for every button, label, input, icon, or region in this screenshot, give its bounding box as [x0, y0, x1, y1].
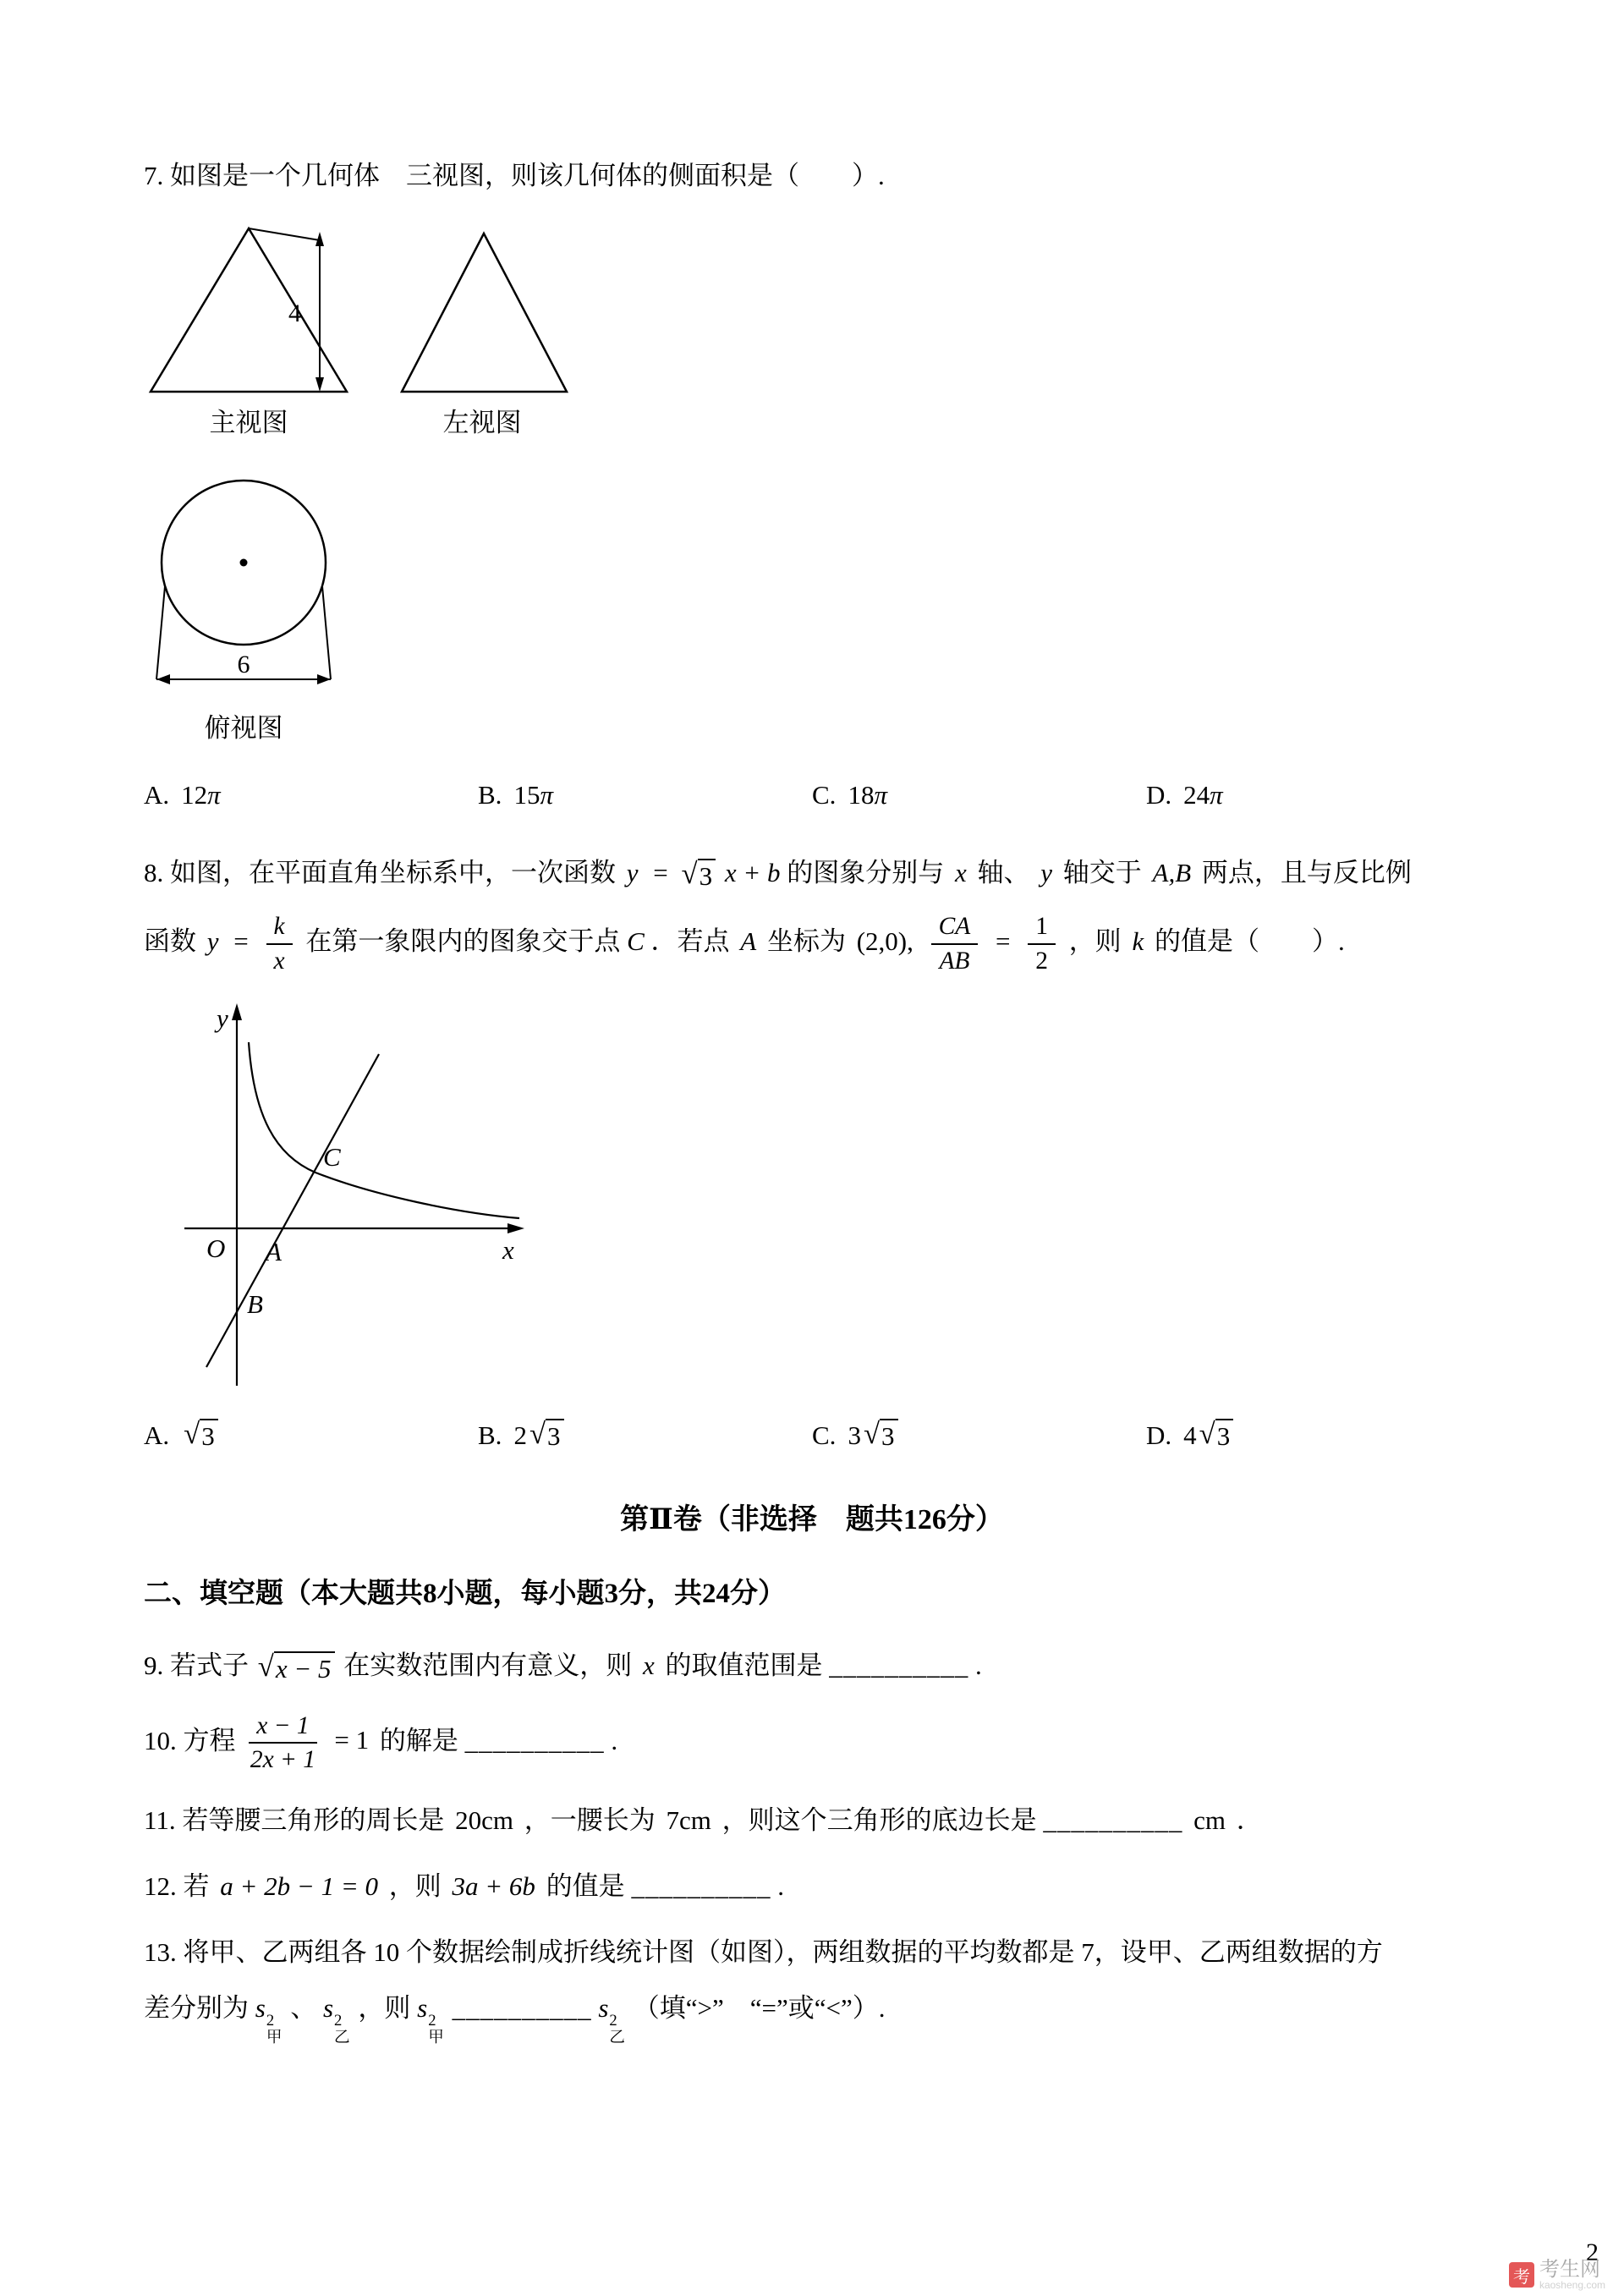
stem-text: （填“>” “=”或“<”）.: [633, 1993, 886, 2024]
page-number: 2: [1586, 2238, 1599, 2266]
math-k: k: [1132, 926, 1144, 956]
answer-blank: __________: [631, 1871, 771, 1902]
q8-options: [144, 1415, 1480, 1456]
pi-symbol: π: [1210, 780, 1223, 810]
stem-text: 轴交于: [1062, 858, 1142, 888]
subscript-yi: 乙: [609, 2028, 625, 2046]
math-points-ab: A,B: [1152, 858, 1192, 888]
radicand: 3: [200, 1419, 218, 1452]
sqrt-expression: [529, 1419, 564, 1452]
watermark-text: [1539, 2259, 1605, 2291]
label-y: y: [217, 1002, 228, 1033]
q7-topview-svg: [149, 468, 352, 751]
hyperbola-curve: [249, 1042, 519, 1218]
equals-one: = 1: [334, 1725, 370, 1755]
math-y: y: [206, 926, 219, 956]
variance-yi: [598, 1993, 627, 2046]
stem-text: 差分别为: [144, 1993, 249, 2024]
stem-text: ．若点: [650, 926, 730, 956]
radical-sign: √: [529, 1417, 546, 1451]
stem-text: 12. 若: [144, 1871, 210, 1902]
q7-views-svg: [144, 218, 617, 442]
variance-jia: [417, 1993, 446, 2046]
stem-text: ，则: [358, 1993, 411, 2024]
subscript-jia: 甲: [266, 2028, 283, 2046]
answer-blank: __________: [452, 1993, 592, 2024]
stem-text: 的图象分别与: [787, 858, 945, 888]
stem-text: ，则: [1068, 926, 1122, 956]
stem-text: 的值是: [546, 1871, 625, 1902]
stem-text: .: [611, 1725, 618, 1755]
s-symbol: s: [255, 1993, 266, 2024]
y-axis-arrowhead: [232, 1003, 242, 1020]
stem-text: ，则这个三角形的底边长是: [721, 1805, 1037, 1836]
option-number: 15: [513, 780, 540, 810]
s-symbol: s: [417, 1993, 428, 2024]
stem-text: 11. 若等腰三角形的周长是: [144, 1805, 445, 1836]
math-equation: a + 2b − 1 = 0: [220, 1871, 379, 1902]
math-y: y: [626, 858, 639, 888]
stem-text: 在实数范围内有意义，则: [343, 1650, 633, 1680]
q8-figure-graph: [178, 998, 1480, 1392]
sqrt-expression: [184, 1419, 218, 1452]
option-number: 18: [848, 780, 875, 810]
watermark-logo-icon: 考: [1509, 2262, 1534, 2288]
subscript-yi: 乙: [334, 2028, 350, 2046]
math-xb: x + b: [724, 858, 781, 888]
pi-symbol: π: [540, 780, 553, 810]
math-x-axis: x: [955, 858, 967, 888]
sup-sub: [609, 2013, 625, 2046]
diameter-dim-label: 6: [237, 651, 250, 679]
radicand: x − 5: [274, 1651, 335, 1684]
fraction-denominator: x: [273, 947, 285, 975]
question-8: [144, 853, 1480, 1456]
question-9: [144, 1645, 1480, 1686]
question-7: [144, 156, 1480, 816]
math-y-axis: y: [1040, 858, 1053, 888]
stem-text: 轴、: [977, 858, 1030, 888]
equals-sign: =: [233, 926, 249, 956]
fraction-numerator: 1: [1028, 912, 1056, 945]
stem-text: .: [777, 1871, 784, 1902]
superscript-2: 2: [428, 2012, 436, 2030]
sqrt-expression: [682, 859, 716, 892]
stem-text: 的解是: [379, 1725, 458, 1755]
option-label: A.: [144, 780, 170, 810]
fraction-numerator: x − 1: [249, 1711, 316, 1744]
option-label: B.: [478, 780, 502, 810]
option-number: 12: [181, 780, 208, 810]
answer-blank: __________: [464, 1725, 605, 1755]
stem-text: 8. 如图，在平面直角坐标系中，一次函数: [144, 858, 616, 888]
superscript-2: 2: [266, 2012, 275, 2030]
q7-figure-topview: [149, 468, 1480, 751]
fraction-denominator: AB: [939, 947, 970, 975]
fraction-one-half: [1028, 912, 1056, 976]
option-label: A.: [144, 1420, 170, 1450]
label-point-b: B: [247, 1288, 263, 1319]
fraction-numerator: k: [266, 912, 293, 945]
part2-title: 第Ⅱ卷（非选择 题共126分）: [620, 1503, 1004, 1535]
radical-sign: √: [184, 1417, 200, 1451]
front-view-triangle: [151, 228, 347, 392]
stem-text: ，一腰长为: [524, 1805, 656, 1836]
q8-option-b: [478, 1415, 812, 1456]
sqrt-expression: [864, 1419, 898, 1452]
s-symbol: s: [322, 1993, 334, 2024]
stem-text: 坐标为: [766, 926, 846, 956]
x-axis-arrowhead: [508, 1223, 524, 1233]
fill-in-section-title: 二、填空题（本大题共8小题，每小题3分，共24分）: [144, 1579, 786, 1610]
question-7-stem: 7. 如图是一个几何体 三视图，则该几何体的侧面积是（ ）.: [144, 161, 885, 190]
stem-text: 的值是（ ）.: [1154, 926, 1345, 956]
q8-option-d: [1146, 1415, 1480, 1456]
left-view-triangle: [402, 233, 567, 392]
fraction-denominator: 2: [1035, 947, 1048, 975]
radical-sign: √: [681, 857, 698, 891]
radicand: 3: [546, 1419, 564, 1452]
q7-option-c: [812, 775, 1146, 816]
answer-blank: __________: [829, 1650, 969, 1680]
stem-text: 的取值范围是: [665, 1650, 823, 1680]
stem-text: 9. 若式子: [144, 1650, 249, 1680]
unit-cm: cm: [1193, 1805, 1226, 1836]
top-view-label: 俯视图: [204, 713, 283, 744]
variance-yi: [322, 1993, 352, 2046]
question-11: [144, 1800, 1480, 1841]
q7-option-b: [478, 775, 812, 816]
math-expression: 3a + 6b: [452, 1871, 535, 1902]
s-symbol: s: [598, 1993, 609, 2024]
watermark-brand: 考生网: [1539, 2258, 1600, 2282]
math-point-a: A: [740, 926, 757, 956]
fraction-numerator: CA: [931, 912, 979, 945]
radical-sign: √: [1199, 1417, 1215, 1451]
option-label: C.: [812, 1420, 837, 1450]
math-point-c: C: [627, 926, 645, 956]
question-12: [144, 1866, 1480, 1907]
option-label: D.: [1146, 1420, 1172, 1450]
option-number: 24: [1183, 780, 1210, 810]
sqrt-expression: [1199, 1419, 1234, 1452]
watermark-domain: kaosheng.com: [1539, 2279, 1605, 2292]
superscript-2: 2: [334, 2012, 343, 2030]
left-view-label: 左视图: [442, 408, 522, 438]
math-perimeter: 20cm: [455, 1805, 513, 1836]
option-coefficient: 4: [1183, 1420, 1197, 1450]
fraction-denominator: 2x + 1: [250, 1746, 315, 1774]
q7-options: [144, 775, 1480, 816]
q8-option-a: [144, 1415, 478, 1456]
option-coefficient: 2: [513, 1420, 527, 1450]
question-13: [144, 1932, 1480, 2046]
linear-function-line: [206, 1054, 379, 1367]
stem-text: .: [975, 1650, 982, 1680]
radicand: 3: [698, 859, 716, 892]
subscript-jia: 甲: [428, 2028, 444, 2046]
fraction-ca-over-ab: [931, 912, 979, 976]
arrowhead-right: [317, 674, 331, 684]
option-label: C.: [812, 780, 837, 810]
front-view-label: 主视图: [209, 408, 288, 438]
q7-figure-views: [144, 218, 1480, 442]
option-label: D.: [1146, 780, 1172, 810]
q8-graph-svg: [178, 998, 533, 1392]
equals-sign: =: [995, 926, 1011, 956]
math-leg-length: 7cm: [666, 1805, 711, 1836]
height-dim-label: 4: [288, 299, 301, 328]
sup-sub: [266, 2013, 283, 2046]
q8-option-c: [812, 1415, 1146, 1456]
question-8-stem-line1: [144, 853, 1480, 893]
label-origin: O: [206, 1233, 226, 1263]
stem-text: 在第一象限内的图象交于点: [305, 926, 621, 956]
stem-text: 两点，且与反比例: [1201, 858, 1412, 888]
option-label: B.: [478, 1420, 502, 1450]
q7-option-a: [144, 775, 478, 816]
fraction-equation: [249, 1711, 316, 1776]
site-watermark: [1509, 2259, 1605, 2291]
option-coefficient: 3: [848, 1420, 861, 1450]
q7-option-d: [1146, 775, 1480, 816]
stem-text: 函数: [144, 926, 196, 956]
math-x: x: [643, 1650, 655, 1680]
sup-sub: [428, 2013, 444, 2046]
superscript-2: 2: [609, 2012, 617, 2030]
stem-text: ，则: [388, 1871, 442, 1902]
extension-line-right: [322, 586, 331, 679]
radicand: 3: [880, 1419, 898, 1452]
question-13-line2: [144, 1988, 1480, 2046]
arrowhead-left: [156, 674, 170, 684]
sup-sub: [334, 2013, 350, 2046]
stem-text: 、: [290, 1993, 317, 2024]
question-13-line1: 13. 将甲、乙两组各 10 个数据绘制成折线统计图（如图），两组数据的平均数都是 7，设甲、乙两组数据的方: [144, 1937, 1383, 1968]
extension-line-left: [156, 586, 165, 679]
pi-symbol: π: [207, 780, 221, 810]
stem-text: ．: [1236, 1805, 1263, 1836]
arrowhead-down: [315, 377, 324, 392]
fraction-k-over-x: [266, 912, 293, 976]
pi-symbol: π: [874, 780, 887, 810]
answer-blank: __________: [1043, 1805, 1183, 1836]
stem-text: 10. 方程: [144, 1725, 236, 1755]
question-8-stem-line2: [144, 912, 1480, 976]
label-x: x: [502, 1234, 514, 1265]
radical-sign: √: [257, 1649, 274, 1683]
math-coordinate: (2,0),: [856, 926, 914, 956]
radical-sign: √: [863, 1417, 880, 1451]
question-10: [144, 1711, 1480, 1776]
label-point-a: A: [266, 1236, 282, 1266]
equals-sign: =: [653, 858, 668, 888]
radicand: 3: [1215, 1419, 1234, 1452]
height-leader-line: [249, 228, 320, 240]
variance-jia: [255, 1993, 284, 2046]
label-point-c: C: [323, 1141, 341, 1172]
circle-center-dot: [240, 559, 248, 567]
sqrt-expression: [258, 1651, 335, 1684]
